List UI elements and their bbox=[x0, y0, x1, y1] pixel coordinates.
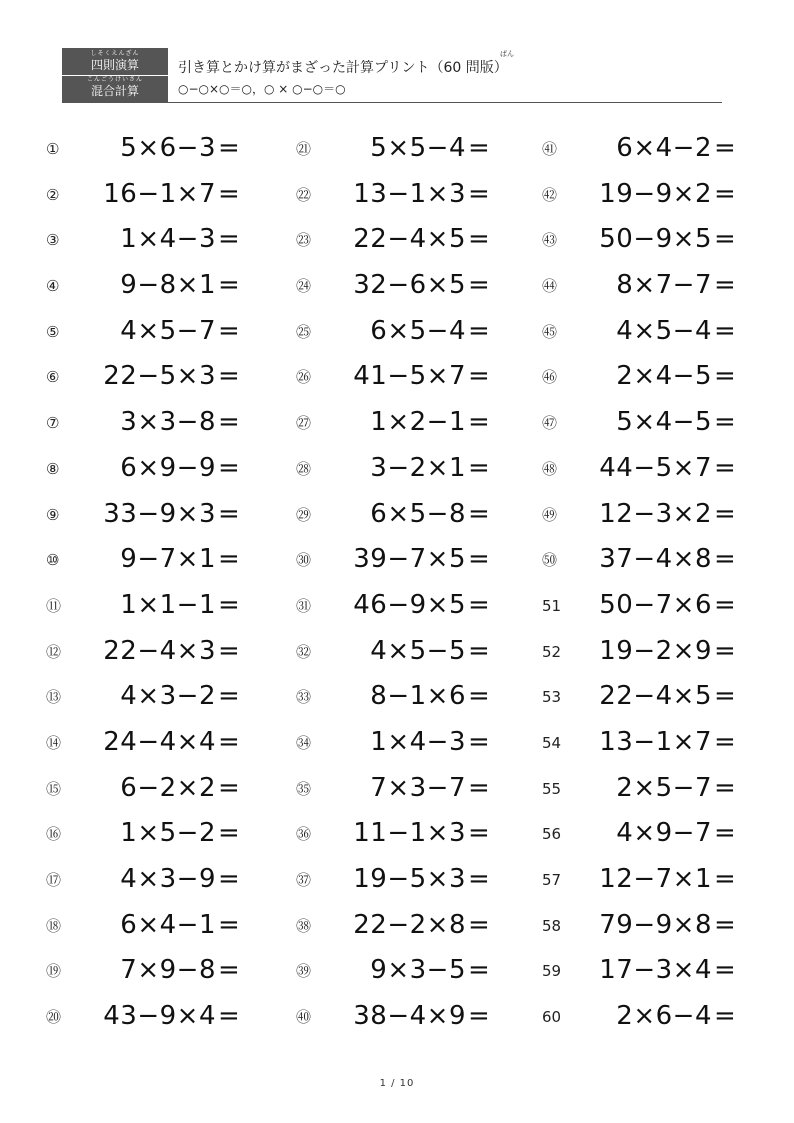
problem-item bbox=[542, 219, 772, 265]
problem-number: 60 bbox=[542, 1008, 562, 1027]
problem-expression: 1×4−3 bbox=[370, 726, 466, 757]
equals-sign: = bbox=[218, 315, 240, 346]
problem-item bbox=[542, 128, 772, 174]
problem-grid bbox=[46, 128, 746, 1048]
problem-number: ㉛ bbox=[296, 596, 312, 615]
problem-item bbox=[542, 585, 772, 631]
problem-item bbox=[296, 128, 526, 174]
equals-sign: = bbox=[714, 544, 736, 575]
problem-number: 59 bbox=[542, 962, 562, 981]
problem-expression: 16−1×7 bbox=[103, 178, 216, 209]
problem-item bbox=[542, 539, 772, 585]
equals-sign: = bbox=[218, 1001, 240, 1032]
problem-number: ㊲ bbox=[296, 871, 312, 889]
equals-sign: = bbox=[218, 133, 240, 163]
problem-expression: 22−4×5 bbox=[353, 224, 466, 255]
equals-sign: = bbox=[218, 498, 240, 529]
problem-expression: 4×3−9 bbox=[120, 864, 216, 894]
problem-item bbox=[296, 905, 526, 951]
problem-number: ⑧ bbox=[46, 459, 60, 478]
problem-item bbox=[542, 265, 772, 311]
problem-number: ㉕ bbox=[296, 322, 312, 341]
problem-expression: 5×5−4 bbox=[370, 133, 466, 163]
problem-expression: 4×3−2 bbox=[120, 681, 216, 712]
problem-number: ㉘ bbox=[296, 459, 312, 478]
problem-number: 56 bbox=[542, 825, 562, 844]
problem-item bbox=[296, 768, 526, 814]
problem-number: ⑮ bbox=[46, 779, 62, 798]
problem-expression: 3×3−8 bbox=[120, 407, 216, 438]
problem-expression: 9−7×1 bbox=[120, 544, 216, 575]
problem-item bbox=[46, 265, 276, 311]
equals-sign: = bbox=[468, 407, 490, 438]
equals-sign: = bbox=[468, 818, 490, 849]
problem-item bbox=[46, 722, 276, 768]
problem-expression: 13−1×7 bbox=[599, 726, 712, 757]
problem-expression: 22−5×3 bbox=[103, 361, 216, 392]
problem-expression: 19−2×9 bbox=[599, 635, 712, 666]
problem-number: ㊸ bbox=[542, 231, 558, 250]
equals-sign: = bbox=[714, 818, 736, 849]
equals-sign: = bbox=[218, 681, 240, 712]
problem-expression: 32−6×5 bbox=[353, 270, 466, 301]
problem-expression: 22−2×8 bbox=[353, 909, 466, 940]
problem-item bbox=[296, 311, 526, 357]
equals-sign: = bbox=[218, 772, 240, 803]
problem-expression: 12−3×2 bbox=[599, 498, 712, 529]
problem-expression: 50−7×6 bbox=[599, 589, 712, 620]
equals-sign: = bbox=[714, 681, 736, 712]
problem-item bbox=[542, 813, 772, 859]
problem-number: 53 bbox=[542, 688, 562, 707]
problem-item bbox=[46, 494, 276, 540]
title-ruby: ばん bbox=[500, 50, 514, 58]
problem-expression: 33−9×3 bbox=[103, 498, 216, 529]
problem-item bbox=[46, 813, 276, 859]
equals-sign: = bbox=[468, 224, 490, 255]
problem-expression: 4×5−4 bbox=[616, 315, 712, 346]
equals-sign: = bbox=[218, 589, 240, 620]
equals-sign: = bbox=[468, 361, 490, 392]
badge-top-label: 四則演算 bbox=[90, 58, 139, 72]
equals-sign: = bbox=[714, 452, 736, 483]
problem-expression: 2×4−5 bbox=[616, 361, 712, 392]
page-number: 1 / 10 bbox=[379, 1078, 415, 1089]
problem-item bbox=[542, 494, 772, 540]
problem-item bbox=[542, 402, 772, 448]
equals-sign: = bbox=[714, 909, 736, 940]
problem-number: ⑦ bbox=[46, 414, 60, 433]
equals-sign: = bbox=[714, 955, 736, 986]
problem-expression: 6×5−8 bbox=[370, 498, 466, 529]
problem-item bbox=[542, 722, 772, 768]
problem-item bbox=[296, 631, 526, 677]
equals-sign: = bbox=[714, 864, 736, 894]
badge-top-ruby: しそくえんざん bbox=[90, 50, 140, 57]
problem-number: ④ bbox=[46, 277, 60, 296]
problem-number: ⑩ bbox=[46, 551, 60, 570]
problem-number: ⑰ bbox=[46, 871, 62, 889]
problem-expression: 1×1−1 bbox=[120, 589, 216, 620]
problem-number: ㊼ bbox=[542, 414, 558, 433]
badge-bottom-label: 混合計算 bbox=[90, 84, 139, 98]
problem-expression: 19−5×3 bbox=[353, 864, 466, 894]
badge-bottom-section bbox=[62, 76, 168, 102]
problem-number: ⑪ bbox=[46, 596, 62, 615]
equals-sign: = bbox=[714, 361, 736, 392]
problem-item bbox=[296, 494, 526, 540]
equals-sign: = bbox=[218, 224, 240, 255]
problem-item bbox=[46, 219, 276, 265]
problem-item bbox=[46, 448, 276, 494]
equals-sign: = bbox=[218, 178, 240, 209]
problem-item bbox=[296, 219, 526, 265]
problem-number: 55 bbox=[542, 779, 562, 798]
equals-sign: = bbox=[468, 864, 490, 894]
equals-sign: = bbox=[468, 955, 490, 986]
equals-sign: = bbox=[218, 635, 240, 666]
equals-sign: = bbox=[218, 361, 240, 392]
equals-sign: = bbox=[468, 178, 490, 209]
problem-item bbox=[296, 585, 526, 631]
category-badge bbox=[62, 48, 168, 102]
equals-sign: = bbox=[218, 909, 240, 940]
problem-number: ⑲ bbox=[46, 962, 62, 981]
equals-sign: = bbox=[218, 270, 240, 301]
problem-number: ⑨ bbox=[46, 505, 60, 524]
worksheet-header bbox=[62, 48, 722, 103]
equals-sign: = bbox=[218, 544, 240, 575]
problem-number: ㊳ bbox=[296, 916, 312, 935]
problem-expression: 39−7×5 bbox=[353, 544, 466, 575]
equals-sign: = bbox=[714, 315, 736, 346]
problem-expression: 6×5−4 bbox=[370, 315, 466, 346]
problem-item bbox=[46, 859, 276, 905]
problem-item bbox=[542, 905, 772, 951]
problem-item bbox=[542, 631, 772, 677]
problem-number: ㊹ bbox=[542, 277, 558, 296]
problem-number: ㉒ bbox=[296, 185, 312, 204]
equals-sign: = bbox=[218, 726, 240, 757]
problem-number: ㉑ bbox=[296, 140, 312, 158]
problem-item bbox=[46, 996, 276, 1042]
problem-number: 52 bbox=[542, 642, 562, 661]
problem-expression: 46−9×5 bbox=[353, 589, 466, 620]
equals-sign: = bbox=[468, 726, 490, 757]
problem-item bbox=[296, 859, 526, 905]
equals-sign: = bbox=[468, 909, 490, 940]
equals-sign: = bbox=[218, 955, 240, 986]
problem-number: ㊷ bbox=[542, 185, 558, 204]
problem-item bbox=[296, 996, 526, 1042]
equals-sign: = bbox=[714, 726, 736, 757]
problem-expression: 19−9×2 bbox=[599, 178, 712, 209]
problem-expression: 22−4×3 bbox=[103, 635, 216, 666]
badge-top-section bbox=[62, 50, 168, 76]
problem-expression: 6×4−2 bbox=[616, 133, 712, 163]
problem-number: ⑤ bbox=[46, 322, 60, 341]
problem-number: ㊾ bbox=[542, 505, 558, 524]
problem-item bbox=[542, 448, 772, 494]
equals-sign: = bbox=[218, 818, 240, 849]
equals-sign: = bbox=[468, 1001, 490, 1032]
equals-sign: = bbox=[468, 681, 490, 712]
problem-expression: 1×2−1 bbox=[370, 407, 466, 438]
problem-expression: 38−4×9 bbox=[353, 1001, 466, 1032]
problem-item bbox=[296, 265, 526, 311]
problem-expression: 41−5×7 bbox=[353, 361, 466, 392]
equals-sign: = bbox=[468, 270, 490, 301]
problem-expression: 17−3×4 bbox=[599, 955, 712, 986]
problem-item bbox=[296, 448, 526, 494]
problem-item bbox=[296, 813, 526, 859]
problem-expression: 5×4−5 bbox=[616, 407, 712, 438]
problem-number: ㊶ bbox=[542, 140, 558, 158]
problem-item bbox=[542, 996, 772, 1042]
equals-sign: = bbox=[714, 133, 736, 163]
equals-sign: = bbox=[714, 407, 736, 438]
problem-number: ㉜ bbox=[296, 642, 312, 661]
problem-column-2 bbox=[296, 128, 526, 1042]
problem-number: ㊿ bbox=[542, 551, 558, 570]
problem-number: ③ bbox=[46, 231, 60, 250]
problem-number: ⑬ bbox=[46, 688, 62, 707]
problem-expression: 4×9−7 bbox=[616, 818, 712, 849]
equals-sign: = bbox=[468, 589, 490, 620]
problem-item bbox=[296, 356, 526, 402]
problem-item bbox=[296, 539, 526, 585]
problem-number: ㊺ bbox=[542, 322, 558, 341]
problem-item bbox=[46, 676, 276, 722]
problem-expression: 22−4×5 bbox=[599, 681, 712, 712]
problem-number: ㊱ bbox=[296, 825, 312, 844]
problem-expression: 24−4×4 bbox=[103, 726, 216, 757]
problem-expression: 3−2×1 bbox=[370, 452, 466, 483]
problem-item bbox=[46, 311, 276, 357]
problem-number: ⑳ bbox=[46, 1008, 62, 1027]
problem-number: ㉗ bbox=[296, 414, 312, 433]
problem-expression: 8×7−7 bbox=[616, 270, 712, 301]
problem-expression: 13−1×3 bbox=[353, 178, 466, 209]
problem-number: ㉙ bbox=[296, 505, 312, 524]
problem-number: ㊻ bbox=[542, 368, 558, 387]
badge-bottom-ruby: こんごうけいさん bbox=[86, 76, 143, 83]
problem-expression: 6×4−1 bbox=[120, 909, 216, 940]
equals-sign: = bbox=[714, 589, 736, 620]
problem-number: ㉞ bbox=[296, 733, 312, 752]
problem-number: 51 bbox=[542, 596, 562, 615]
problem-item bbox=[296, 402, 526, 448]
equals-sign: = bbox=[468, 498, 490, 529]
problem-number: ㊽ bbox=[542, 459, 558, 478]
problem-number: ⑫ bbox=[46, 642, 62, 661]
problem-number: 57 bbox=[542, 871, 562, 889]
problem-item bbox=[46, 174, 276, 220]
problem-expression: 6−2×2 bbox=[120, 772, 216, 803]
problem-item bbox=[46, 539, 276, 585]
problem-item bbox=[46, 128, 276, 174]
problem-expression: 2×5−7 bbox=[616, 772, 712, 803]
problem-column-1 bbox=[46, 128, 276, 1042]
problem-number: 54 bbox=[542, 733, 562, 752]
equals-sign: = bbox=[714, 178, 736, 209]
problem-expression: 1×4−3 bbox=[120, 224, 216, 255]
problem-number: ⑱ bbox=[46, 916, 62, 935]
equals-sign: = bbox=[468, 452, 490, 483]
problem-number: ㉚ bbox=[296, 551, 312, 570]
equals-sign: = bbox=[218, 407, 240, 438]
problem-expression: 5×6−3 bbox=[120, 133, 216, 163]
problem-expression: 50−9×5 bbox=[599, 224, 712, 255]
problem-item bbox=[542, 174, 772, 220]
problem-number: ㊵ bbox=[296, 1008, 312, 1027]
problem-number: ⑯ bbox=[46, 825, 62, 844]
problem-number: ㉟ bbox=[296, 779, 312, 798]
problem-column-3 bbox=[542, 128, 772, 1042]
equals-sign: = bbox=[218, 864, 240, 894]
problem-expression: 2×6−4 bbox=[616, 1001, 712, 1032]
problem-expression: 6×9−9 bbox=[120, 452, 216, 483]
problem-expression: 44−5×7 bbox=[599, 452, 712, 483]
problem-item bbox=[46, 905, 276, 951]
equals-sign: = bbox=[714, 224, 736, 255]
problem-number: ② bbox=[46, 185, 60, 204]
problem-item bbox=[46, 768, 276, 814]
problem-item bbox=[296, 174, 526, 220]
problem-expression: 1×5−2 bbox=[120, 818, 216, 849]
problem-expression: 11−1×3 bbox=[353, 818, 466, 849]
problem-item bbox=[542, 356, 772, 402]
formula-pattern: ○−○×○＝○，○ × ○−○＝○ bbox=[178, 82, 346, 96]
problem-item bbox=[542, 859, 772, 905]
problem-number: ㉖ bbox=[296, 368, 312, 387]
problem-number: 58 bbox=[542, 916, 562, 935]
problem-expression: 4×5−7 bbox=[120, 315, 216, 346]
problem-expression: 4×5−5 bbox=[370, 635, 466, 666]
equals-sign: = bbox=[218, 452, 240, 483]
problem-item bbox=[46, 631, 276, 677]
problem-number: ㊴ bbox=[296, 962, 312, 981]
problem-expression: 7×9−8 bbox=[120, 955, 216, 986]
problem-number: ㉓ bbox=[296, 231, 312, 250]
problem-item bbox=[542, 676, 772, 722]
problem-item bbox=[542, 950, 772, 996]
problem-item bbox=[46, 402, 276, 448]
problem-item bbox=[46, 356, 276, 402]
worksheet-title: 引き算とかけ算がまざった計算プリント（60 問版） bbox=[178, 60, 508, 76]
equals-sign: = bbox=[714, 635, 736, 666]
problem-item bbox=[542, 311, 772, 357]
equals-sign: = bbox=[714, 772, 736, 803]
problem-expression: 43−9×4 bbox=[103, 1001, 216, 1032]
problem-item bbox=[46, 585, 276, 631]
problem-item bbox=[46, 950, 276, 996]
problem-number: ㉔ bbox=[296, 277, 312, 296]
problem-item bbox=[296, 676, 526, 722]
equals-sign: = bbox=[714, 1001, 736, 1032]
equals-sign: = bbox=[468, 635, 490, 666]
problem-expression: 8−1×6 bbox=[370, 681, 466, 712]
equals-sign: = bbox=[468, 315, 490, 346]
problem-number: ⑥ bbox=[46, 368, 60, 387]
problem-number: ㉝ bbox=[296, 688, 312, 707]
equals-sign: = bbox=[468, 544, 490, 575]
problem-number: ⑭ bbox=[46, 733, 62, 752]
problem-item bbox=[296, 722, 526, 768]
equals-sign: = bbox=[714, 270, 736, 301]
problem-expression: 12−7×1 bbox=[599, 864, 712, 894]
equals-sign: = bbox=[714, 498, 736, 529]
problem-expression: 9×3−5 bbox=[370, 955, 466, 986]
problem-item bbox=[296, 950, 526, 996]
problem-item bbox=[542, 768, 772, 814]
problem-number: ① bbox=[46, 140, 60, 158]
problem-expression: 9−8×1 bbox=[120, 270, 216, 301]
problem-expression: 7×3−7 bbox=[370, 772, 466, 803]
problem-expression: 79−9×8 bbox=[599, 909, 712, 940]
equals-sign: = bbox=[468, 133, 490, 163]
equals-sign: = bbox=[468, 772, 490, 803]
problem-expression: 37−4×8 bbox=[599, 544, 712, 575]
